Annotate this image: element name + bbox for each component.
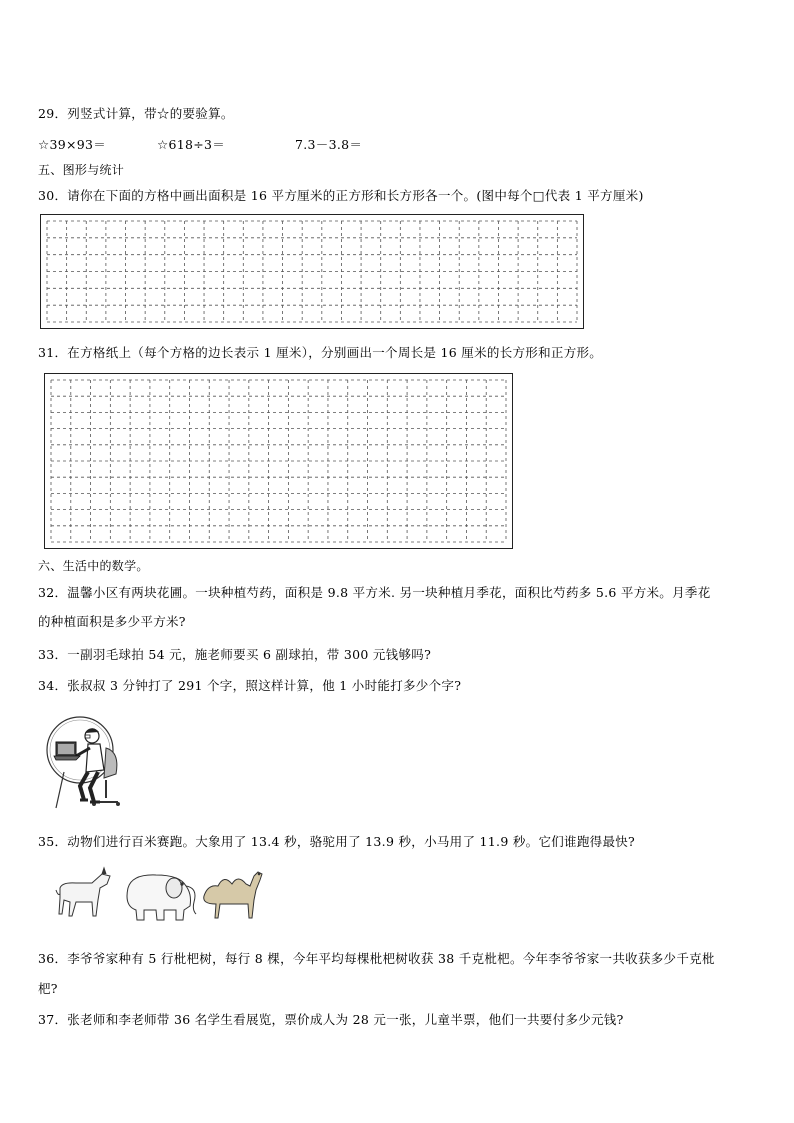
q29-calc-1: ☆39×93＝ bbox=[38, 137, 107, 152]
typing-man-illustration bbox=[44, 712, 128, 812]
q34-text: 34．张叔叔 3 分钟打了 291 个字，照这样计算，他 1 小时能打多少个字? bbox=[38, 678, 462, 693]
q33-text: 33．一副羽毛球拍 54 元，施老师要买 6 副球拍，带 300 元钱够吗? bbox=[38, 647, 432, 662]
q30-text: 30．请你在下面的方格中画出面积是 16 平方厘米的正方形和长方形各一个。(图中每个□代表 1 平方厘米) bbox=[38, 188, 644, 203]
camel-icon bbox=[204, 872, 262, 918]
q30-grid[interactable] bbox=[40, 214, 584, 329]
q31-text: 31．在方格纸上（每个方格的边长表示 1 厘米），分别画出一个周长是 16 厘米的长方形和正方形。 bbox=[38, 345, 603, 360]
section-5-heading: 五、图形与统计 bbox=[38, 163, 125, 177]
q35-text: 35．动物们进行百米赛跑。大象用了 13.4 秒，骆驼用了 13.9 秒，小马用了 11.9 秒。它们谁跑得最快? bbox=[38, 834, 636, 849]
q32-line-1: 32．温馨小区有两块花圃。一块种植芍药，面积是 9.8 平方米. 另一块种植月季花，面积比芍药多 5.6 平方米。月季花 bbox=[38, 585, 711, 600]
animals-illustration bbox=[52, 866, 264, 924]
q31-grid-lines bbox=[45, 374, 512, 548]
elephant-icon bbox=[127, 875, 196, 920]
q29-calc-2: ☆618÷3＝ bbox=[157, 137, 226, 152]
q30-grid-lines bbox=[41, 215, 583, 328]
q32-line-2: 的种植面积是多少平方米? bbox=[38, 614, 186, 629]
section-6-heading: 六、生活中的数学。 bbox=[38, 559, 149, 573]
q36-line-1: 36．李爷爷家种有 5 行枇杷树，每行 8 棵，今年平均每棵枇杷树收获 38 千克枇杷。今年李爷爷家一共收获多少千克枇 bbox=[38, 951, 715, 966]
q29-calc-3: 7.3－3.8＝ bbox=[295, 137, 363, 152]
q37-text: 37．张老师和李老师带 36 名学生看展览，票价成人为 28 元一张，儿童半票，他们一共要付多少元钱? bbox=[38, 1012, 624, 1027]
horse-icon bbox=[56, 868, 110, 916]
q29-text: 29．列竖式计算，带☆的要验算。 bbox=[38, 106, 234, 121]
q31-grid[interactable] bbox=[44, 373, 513, 549]
q36-line-2: 杷? bbox=[38, 981, 58, 996]
